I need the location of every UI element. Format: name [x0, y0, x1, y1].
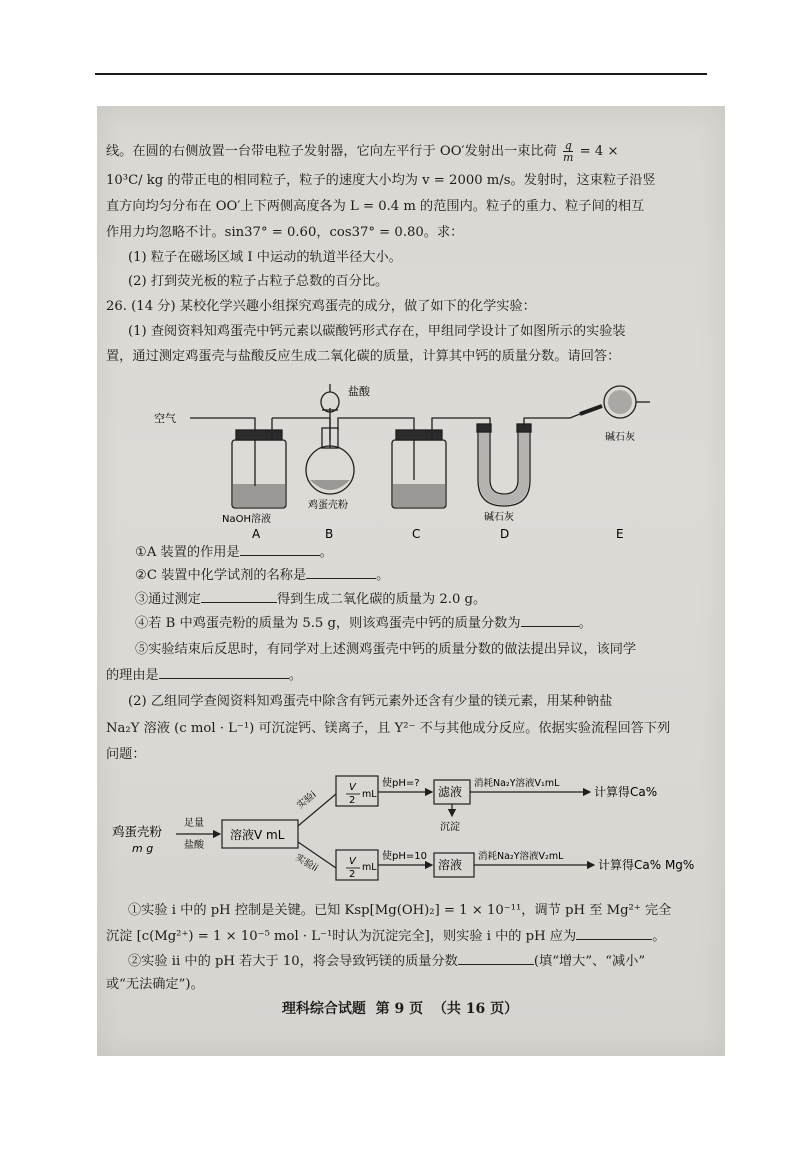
acid-label: 盐酸: [348, 385, 370, 398]
branch-1-label: 实验i: [294, 789, 319, 812]
question-1-4: ④若 B 中鸡蛋壳粉的质量为 5.5 g，则该鸡蛋壳中钙的质量分数为 。: [135, 616, 592, 631]
letter-c: C: [412, 527, 421, 540]
naoh-label: NaOH溶液: [222, 514, 271, 525]
air-tube: [190, 418, 255, 486]
start-mass: m g: [132, 842, 154, 855]
text-line-1: [106, 140, 619, 163]
step2-arrow-label: 使pH=10: [382, 851, 427, 862]
question-2: (2) 打到荧光板的粒子占粒子总数的百分比。: [128, 274, 389, 289]
answer-blank-1[interactable]: [240, 543, 320, 556]
half-num-2: V: [349, 856, 356, 867]
letter-e: E: [616, 527, 624, 540]
eggshell-powder: [310, 480, 350, 490]
letter-a: A: [252, 527, 261, 540]
answer-blank-5[interactable]: [159, 666, 289, 679]
question-1: (1) 粒子在磁场区域 Ⅰ 中运动的轨道半径大小。: [128, 250, 402, 265]
question-1-5: ⑤实验结束后反思时，有同学对上述测鸡蛋壳中钙的质量分数的做法提出异议，该同学: [135, 642, 637, 657]
branch-2-label: 实验ii: [293, 852, 320, 875]
part-2-line-1: (2) 乙组同学查阅资料知鸡蛋壳中除含有钙元素外还含有少量的镁元素，用某种钠盐: [128, 694, 613, 709]
step1-consume-label: 消耗Na₂Y溶液V₁mL: [474, 778, 560, 789]
start-label: 鸡蛋壳粉: [112, 824, 163, 839]
charge-mass-ratio: $\frac{q}{m}$: [563, 139, 574, 164]
step1-arrow-label: 使pH=?: [382, 778, 420, 789]
answer-blank-7[interactable]: [458, 952, 534, 965]
stopper-a: [236, 430, 282, 440]
flow-chart: [110, 770, 710, 890]
acid-liquid-c: [393, 484, 445, 507]
text-line-1b: = 4 ×: [579, 144, 619, 159]
question-2-2-cont: 或“无法确定”)。: [106, 977, 204, 992]
letter-b: B: [325, 527, 334, 540]
sodalime-d-label: 碱石灰: [484, 512, 514, 523]
eggshell-label: 鸡蛋壳粉: [308, 500, 348, 511]
answer-blank-3[interactable]: [201, 590, 277, 603]
part-1-line-2: 置，通过测定鸡蛋壳与盐酸反应生成二氧化碳的质量，计算其中钙的质量分数。请回答：: [106, 349, 621, 364]
question-2-2: ②实验 ii 中的 pH 若大于 10，将会导致钙镁的质量分数 (填“增大”、“减小”: [128, 954, 646, 969]
solution-2-label: 溶液: [438, 858, 463, 872]
step2-consume-label: 消耗Na₂Y溶液V₂mL: [478, 851, 564, 862]
question-1-5-cont: 的理由是 。: [106, 668, 302, 683]
page-footer: [0, 998, 800, 1018]
text-line-1a: 线。在圆的右侧放置一台带电粒子发射器，它向左平行于 OO′发射出一束比荷: [106, 144, 557, 159]
result-2: 计算得Ca% Mg%: [598, 858, 695, 872]
filtrate-label: 滤液: [438, 785, 463, 799]
question-1-2: ②C 装置中化学试剂的名称是 。: [135, 568, 390, 583]
text-line-4: 作用力均忽略不计。sin37° = 0.60，cos37° = 0.80。求：: [106, 225, 464, 240]
footer-total: （共 16 页）: [432, 1001, 519, 1017]
footer-title: 理科综合试题: [281, 1001, 366, 1017]
arrow1-top: 足量: [184, 818, 204, 829]
u-tube-inner: [490, 428, 518, 494]
result-1: 计算得Ca%: [594, 785, 658, 799]
precipitate-label: 沉淀: [440, 822, 460, 833]
part-1-line-1: (1) 查阅资料知鸡蛋壳中钙元素以碳酸钙形式存在，甲组同学设计了如图所示的实验装: [128, 324, 626, 339]
part-2-line-2: Na₂Y 溶液 (c mol · L⁻¹) 可沉淀钙、镁离子，且 Y²⁻ 不与其他成分反应。依据实验流程回答下列: [106, 721, 671, 736]
half-den-1: 2: [349, 795, 356, 806]
solution-box-label: 溶液V mL: [230, 828, 285, 842]
footer-page: 第 9 页: [375, 1001, 424, 1017]
top-rule: [95, 73, 707, 75]
half-unit-2: mL: [362, 862, 377, 873]
air-label: 空气: [154, 412, 176, 425]
answer-blank-4[interactable]: [521, 614, 579, 627]
question-1-3: ③通过测定 得到生成二氧化碳的质量为 2.0 g。: [135, 592, 487, 607]
e-connector: [580, 406, 602, 414]
half-num-1: V: [349, 782, 356, 793]
sodalime-e-fill: [608, 390, 632, 414]
sodalime-e-label: 碱石灰: [605, 432, 635, 443]
arrow1-bottom: 盐酸: [184, 840, 204, 851]
question-2-1-cont: 沉淀 [c(Mg²⁺) = 1 × 10⁻⁵ mol · L⁻¹时认为沉淀完全]，则实验 i 中的 pH 应为 。: [106, 929, 666, 944]
text-line-2: 10³C/ kg 的带正电的相同粒子，粒子的速度大小均为 v = 2000 m/s。发射时，这束粒子沿竖: [106, 173, 656, 188]
apparatus-diagram: [150, 380, 670, 540]
b-to-c-tube: [338, 418, 414, 480]
answer-blank-6[interactable]: [576, 927, 652, 940]
naoh-liquid: [233, 484, 285, 507]
question-2-1: ①实验 i 中的 pH 控制是关键。已知 Ksp[Mg(OH)₂] = 1 × 10⁻¹¹，调节 pH 至 Mg²⁺ 完全: [128, 903, 672, 918]
u-stopper-left: [477, 424, 491, 432]
problem-26-title: 26. (14 分) 某校化学兴趣小组探究鸡蛋壳的成分，做了如下的化学实验：: [106, 299, 536, 314]
half-unit-1: mL: [362, 789, 377, 800]
letter-d: D: [500, 527, 510, 540]
half-den-2: 2: [349, 869, 356, 880]
text-line-3: 直方向均匀分布在 OO′上下两侧高度各为 L = 0.4 m 的范围内。粒子的重力、粒子间的相互: [106, 199, 645, 214]
stopper-c: [396, 430, 442, 440]
part-2-line-3: 问题：: [106, 747, 146, 762]
question-1-1: ①A 装置的作用是 。: [135, 545, 333, 560]
answer-blank-2[interactable]: [306, 566, 376, 579]
